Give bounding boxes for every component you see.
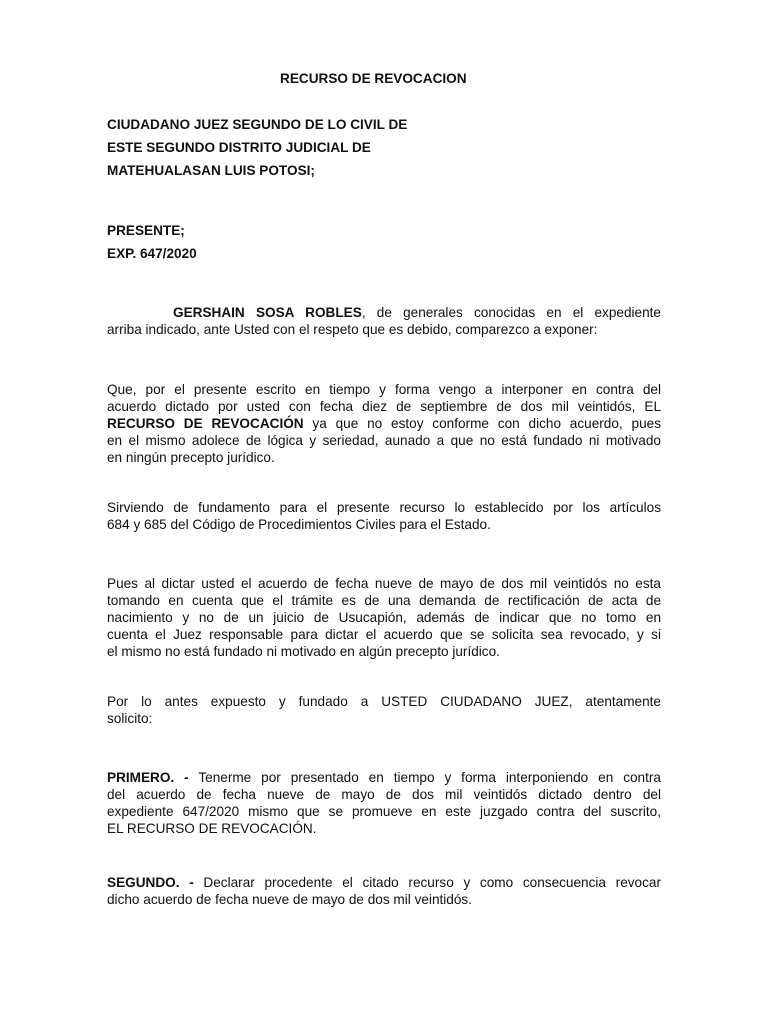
paragraph-line: tomando en cuenta que el trámite es de una demanda de rectificación de acta de — [107, 593, 661, 608]
paragraph-text: Declarar procedente el citado recurso y como consecuencia revocar — [193, 875, 662, 890]
primero-label: PRIMERO. - — [107, 770, 189, 785]
addressee-line-1: CIUDADANO JUEZ SEGUNDO DE LO CIVIL DE — [107, 117, 408, 132]
paragraph-text: ya que no estoy conforme con dicho acuerdo, pues — [303, 416, 661, 431]
paragraph-line: solicito: — [107, 711, 153, 726]
addressee-line-3: MATEHUALASAN LUIS POTOSI; — [107, 163, 315, 178]
paragraph-line: Pues al dictar usted el acuerdo de fecha nueve de mayo de dos mil veintidós no esta — [107, 576, 661, 591]
paragraph-line: acuerdo dictado por usted con fecha diez de septiembre de dos mil veintidós, EL — [107, 399, 661, 414]
paragraph-fundamento — [107, 499, 661, 533]
paragraph-line: 684 y 685 del Código de Procedimientos Civiles para el Estado. — [107, 517, 491, 532]
paragraph-line: en ningún precepto jurídico. — [107, 450, 275, 465]
paragraph-text: , de generales conocidas en el expediente — [361, 305, 661, 320]
paragraph-line: Sirviendo de fundamento para el presente recurso lo establecido por los artículos — [107, 500, 661, 515]
paragraph-line — [107, 304, 661, 321]
paragraph-line: nacimiento y no de un juicio de Usucapión, además de indicar que no tomo en — [107, 610, 661, 625]
expediente-number: EXP. 647/2020 — [107, 246, 197, 261]
paragraph-line: cuenta el Juez responsable para dictar el acuerdo que se solicita sea revocado, y si — [107, 627, 661, 642]
presente-label: PRESENTE; — [107, 223, 185, 238]
paragraph-line — [107, 769, 661, 786]
paragraph-line: el mismo no está fundado ni motivado en algún precepto jurídico. — [107, 644, 500, 659]
paragraph-solicitud — [107, 693, 661, 727]
paragraph-line: Que, por el presente escrito en tiempo y forma vengo a interponer en contra del — [107, 382, 661, 397]
paragraph-interposicion — [107, 381, 661, 466]
paragraph-line: dicho acuerdo de fecha nueve de mayo de dos mil veintidós. — [107, 892, 472, 907]
paragraph-hechos — [107, 575, 661, 660]
paragraph-line: EL RECURSO DE REVOCACIÓN. — [107, 821, 317, 836]
paragraph-line: arriba indicado, ante Usted con el respeto que es debido, comparezco a exponer: — [107, 322, 598, 337]
segundo-label: SEGUNDO. - — [107, 875, 194, 890]
paragraph-line: expediente 647/2020 mismo que se promueve en este juzgado contra del suscrito, — [107, 804, 661, 819]
paragraph-line — [107, 874, 661, 891]
paragraph-line — [107, 415, 661, 432]
document-title: RECURSO DE REVOCACION — [280, 71, 467, 86]
paragraph-line: Por lo antes expuesto y fundado a USTED CIUDADANO JUEZ, atentamente — [107, 694, 661, 709]
paragraph-comparecencia — [107, 304, 661, 338]
addressee-line-2: ESTE SEGUNDO DISTRITO JUDICIAL DE — [107, 140, 371, 155]
recurso-emphasis: RECURSO DE REVOCACIÓN — [107, 416, 304, 431]
paragraph-segundo — [107, 874, 661, 908]
paragraph-line: en el mismo adolece de lógica y seriedad, aunado a que no está fundado ni motivado — [107, 433, 661, 448]
paragraph-line: del acuerdo de fecha nueve de mayo de dos mil veintidós dictado dentro del — [107, 787, 661, 802]
paragraph-text: Tenerme por presentado en tiempo y forma interponiendo en contra — [188, 770, 661, 785]
promovente-name: GERSHAIN SOSA ROBLES — [173, 305, 362, 320]
paragraph-primero — [107, 769, 661, 837]
